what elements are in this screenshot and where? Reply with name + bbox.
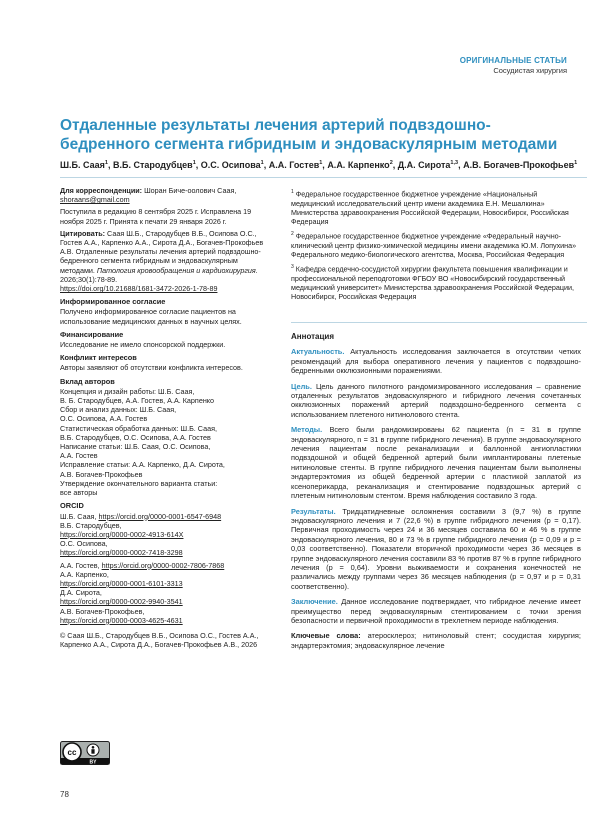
contrib-line: А.В. Богачев-Прокофьев — [60, 469, 143, 479]
orcid-link[interactable]: https://orcid.org/0000-0002-7806-7868 — [101, 560, 225, 570]
citation: Цитировать: Саая Ш.Б., Стародубцев В.Б., Осипова О.С., Гостев А.А., Карпенко А.А., Сирота Д.А., Богачев-Прокофьев А.В. Отдаленные результаты лечения артерий подвздошно-бедренного сегмента гибридным и эндоваскулярным методами. Патология кровообращения и кардиохирургия. 2026;30(1):78-89. https://doi.org/10.21688/1681-3472-2026-1-78-89 — [60, 228, 264, 294]
affiliation: $^1$ Федеральное государственное бюджетное учреждение «Национальный медицинский исследовательский центр имени академика Е.Н. Мешалкина» Министерства здравоохранения Российской Федерации, Новосибирск, Российская Федерация — [291, 189, 569, 226]
received-dates: Поступила в редакцию 8 сентября 2025 г. Исправлена 19 ноября 2025 г. Принята к печати 29 января 2026 г. — [60, 207, 252, 226]
contrib-list — [60, 387, 270, 497]
orcid-link[interactable]: https://orcid.org/0000-0001-6547-6948 — [98, 511, 222, 521]
annotation-results: Результаты. Тридцатидневные осложнения составили 3 (9,7 %) в группе эндоваскулярного лечения и 7 (22,6 %) в группе гибридного лечения (p = 0,17). Первичная проходимость через 24 и 36 месяцев составила 60 и 46 % в группе эндоваскулярного лечения, 80 и 73 % в группе гибридного лечения (p = 0,09 и p = 0,03 соответственно). Показатели вторичной проходимости через 36 месяцев в группе эндоваскулярного лечения составили 83 % против 87 % в группе гибридного лечения (p = 0,64). Уровни выживаемости и сохранения конечностей не различались между группами через 36 месяцев наблюдения (p = 0,97 и p = 0,31 соответственно). — [291, 506, 581, 591]
conflict-heading: Конфликт интересов — [60, 353, 137, 363]
email-link[interactable]: shoraans@gmail.com — [60, 195, 130, 205]
contrib-line: В. Б. Стародубцев, А.А. Гостев, А.А. Карпенко — [60, 396, 215, 406]
conflict-text: Авторы заявляют об отсутствии конфликта интересов. — [60, 363, 243, 373]
annotation-aim: Цель. Цель данного пилотного рандомизированного исследования – сравнение отдаленных результатов эндоваскулярного и гибридного лечения сочетанных окклюзионных поражений артерий подвздошно-бедренного сегмента с использованием плетеного нитинолового стента. — [291, 381, 581, 419]
copyright: © Саая Ш.Б., Стародубцев В.Б., Осипова О.С., Гостев А.А., Карпенко А.А., Сирота Д.А., Богачев-Прокофьев А.В., 2026 — [60, 630, 259, 650]
by-label: BY — [89, 759, 97, 765]
header-divider — [60, 177, 587, 178]
author[interactable]: В.Б. Стародубцев$^1$, — [112, 160, 201, 170]
author[interactable]: Ш.Б. Саая$^1$, — [60, 160, 113, 170]
annotation-relevance: Актуальность. Актуальность исследования заключается в отсутствии четких рекомендаций для выбора оперативного лечения у пациентов с подвздошно-бедренными окклюзионными поражениями. — [291, 347, 581, 376]
section-category: ОРИГИНАЛЬНЫЕ СТАТЬИ — [459, 56, 567, 65]
contrib-line: Написание статьи: Ш.Б. Саая, О.С. Осипова, — [60, 442, 211, 452]
funding-text: Исследование не имело спонсорской поддержки. — [60, 340, 226, 350]
contrib-line: О.С. Осипова, А.А. Гостев — [60, 414, 148, 424]
affiliation: $^2$ Федеральное государственное бюджетное учреждение «Федеральный научно-клинический центр физико-химической медицины имени академика Ю.М. Лопухина» Федерального медико-биологического агентства, Москва, Российская Федерация — [291, 231, 577, 259]
author[interactable]: А.А. Гостев$^1$, — [268, 160, 328, 170]
author[interactable]: О.С. Осипова$^1$, — [200, 160, 269, 170]
orcid-link[interactable]: https://orcid.org/0000-0002-7418-3298 — [60, 548, 183, 558]
consent-heading: Информированное согласие — [60, 297, 166, 307]
orcid-link[interactable]: https://orcid.org/0000-0002-9940-3541 — [60, 597, 183, 607]
consent-text: Получено информированное согласие пациентов на использование медицинских данных в научных целях. — [60, 307, 242, 326]
keywords: Ключевые слова: атеросклероз; нитиноловый стент; сосудистая хирургия; эндартерэктомия; эндоваскулярное лечение — [291, 631, 581, 650]
author-list — [60, 160, 590, 170]
contrib-line: Утверждение окончательного варианта статьи: — [60, 478, 218, 488]
orcid-link[interactable]: https://orcid.org/0000-0003-4625-4631 — [60, 615, 183, 625]
article-title: Отдаленные результаты лечения артерий подвздошно-бедренного сегмента гибридным и эндоваскулярным методами — [60, 117, 558, 153]
contrib-line: Концепция и дизайн работы: Ш.Б. Саая, — [60, 386, 195, 396]
contrib-line: все авторы — [60, 488, 98, 498]
orcid-heading: ORCID — [60, 501, 84, 511]
section-header — [460, 56, 567, 75]
contrib-line: А.А. Гостев — [60, 451, 98, 461]
annotation — [291, 332, 581, 656]
page-number: 78 — [60, 790, 69, 799]
contrib-line: Статистическая обработка данных: Ш.Б. Саая, — [60, 423, 217, 433]
author[interactable]: А.А. Карпенко$^2$, — [327, 160, 398, 170]
cc-label: cc — [67, 747, 77, 757]
contrib-heading: Вклад авторов — [60, 376, 115, 386]
affiliation: $^3$ Кафедра сердечно-сосудистой хирургии факультета повышения квалификации и профессиональной переподготовки ФГБОУ ВО «Новосибирский государственный медицинский университет» Министерства здравоохранения Российской Федерации, Новосибирск, Российская Федерация — [291, 264, 574, 302]
article-metadata-column — [60, 186, 270, 652]
contrib-line: Сбор и анализ данных: Ш.Б. Саая, — [60, 405, 177, 415]
cc-by-license-icon[interactable] — [60, 741, 110, 765]
annotation-methods: Методы. Всего были рандомизированы 62 пациента (n = 31 в группе эндоваскулярного, n = 31 в группе гибридного лечения). В группе эндоваскулярного лечения пациентам после реканализации и баллонной ангиопластики подвздошной и общей бедренной артерий были имплантированы плетеные нитиноловые стенты. В группе гибридного лечения пациентам были выполнены эндартерэктомия из общей бедренной артерии с пластикой заплатой из ксеноперикарда, реканализация и стентирование подвздошных артерий с плетеным нитиноловым стентом. Время наблюдения составило 3 года. — [291, 425, 581, 501]
contrib-line: Исправление статьи: А.А. Карпенко, Д.А. Сирота, — [60, 460, 225, 470]
contrib-line: В.Б. Стародубцев, О.С. Осипова, А.А. Гостев — [60, 432, 211, 442]
doi-link[interactable]: https://doi.org/10.21688/1681-3472-2026-1-78-89 — [60, 284, 218, 294]
correspondence: Для корреспонденции: Шоран Биче-оолович Саая, shoraans@gmail.com — [60, 186, 237, 205]
author[interactable]: А.В. Богачев-Прокофьев$^1$ — [463, 160, 578, 170]
annotation-divider — [291, 322, 587, 323]
section-subcategory: Сосудистая хирургия — [493, 66, 567, 75]
funding-heading: Финансирование — [60, 329, 124, 339]
orcid-list: Ш.Б. Саая, https://orcid.org/0000-0001-6547-6948 В.Б. Стародубцев, https://orcid.org/0000-0002-4913-614X О.С. Осипова, https://orcid.org/0000-0002-7418-3298 А.А. Гостев, https://orcid.org/0000-0002-7806-7868 А.А. Карпенко, https://orcid.org/0000-0001-6101-3313 Д.А. Сирота, https://orcid.org/0000-0002-9940-3541 А.В. Богачев-Прокофьев, https://orcid.org/0000-0003-4625-4631 — [60, 511, 225, 625]
orcid-link[interactable]: https://orcid.org/0000-0001-6101-3313 — [60, 578, 183, 588]
affiliations — [291, 188, 581, 305]
annotation-heading: Аннотация — [291, 332, 334, 341]
annotation-conclusion: Заключение. Данное исследование подтверждает, что гибридное лечение имеет преимущество перед эндоваскулярным стентированием с точки зрения безопасности и первичной проходимости в трехлетнем периоде наблюдения. — [291, 597, 581, 625]
author[interactable]: Д.А. Сирота$^{1,3}$, — [397, 160, 464, 170]
orcid-link[interactable]: https://orcid.org/0000-0002-4913-614X — [60, 529, 184, 539]
